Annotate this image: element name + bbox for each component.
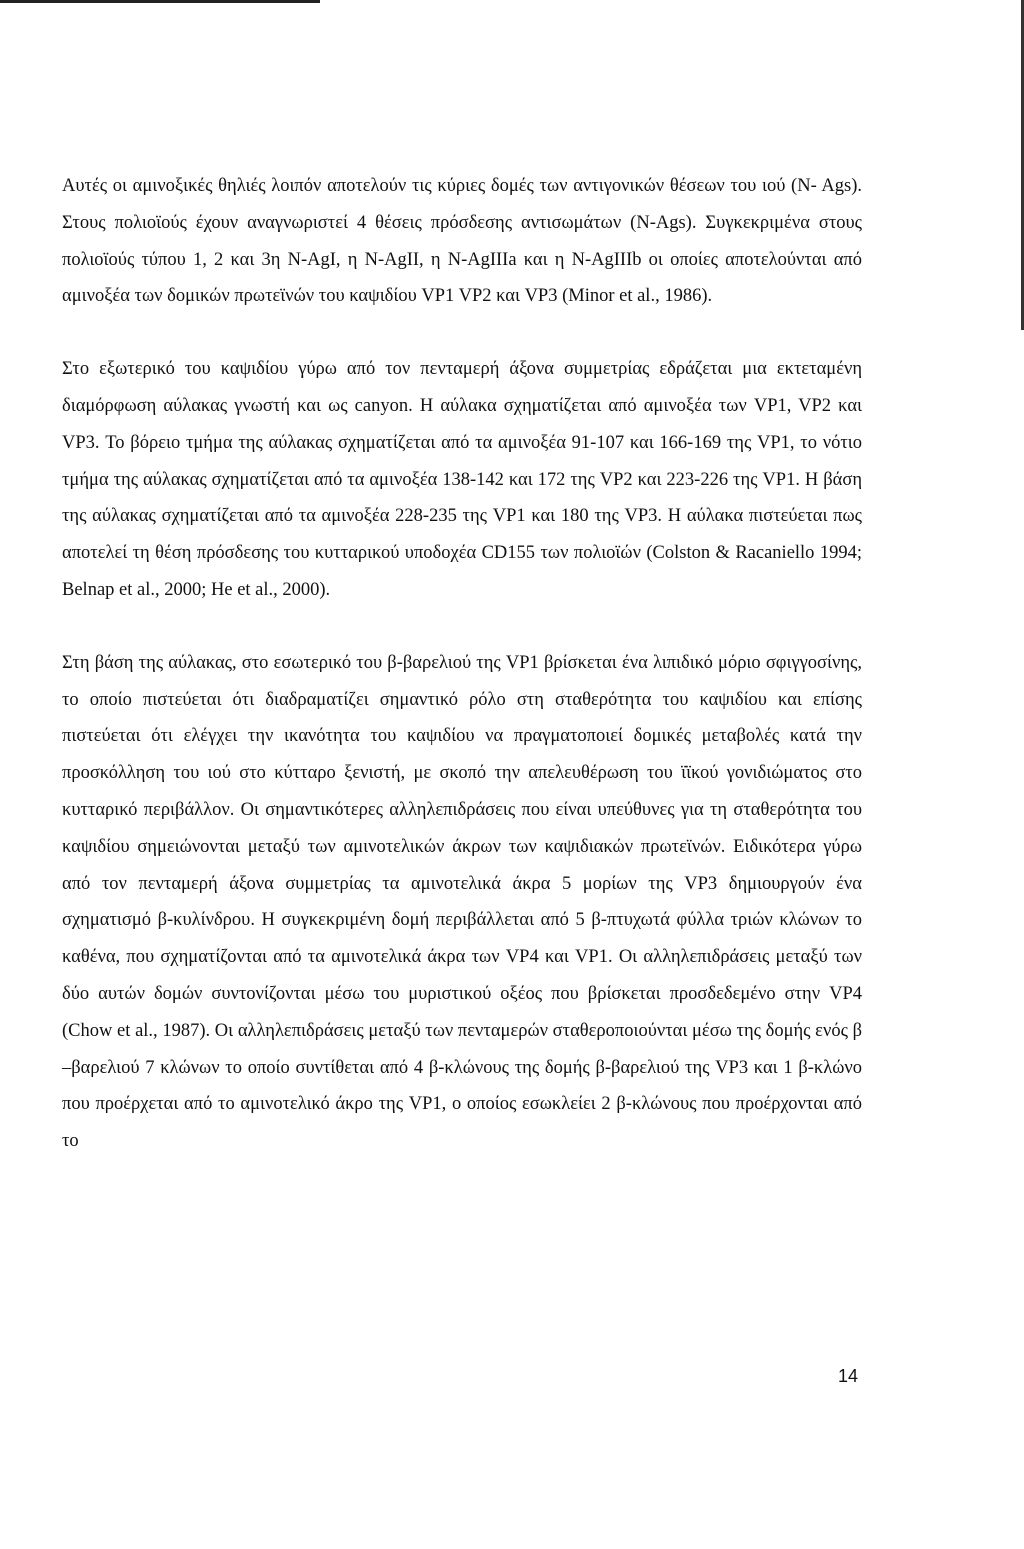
- paragraph-pocket-factor: Στη βάση της αύλακας, στο εσωτερικό του β-βαρελιού της VP1 βρίσκεται ένα λιπιδικό μόριο σφιγγοσίνης, το οποίο πιστεύεται ότι διαδραματίζει σημαντικό ρόλο στη σταθερότητα του καψιδίου και επίσης πιστεύεται ότι ελέγχει την ικανότητα του καψιδίου να πραγματοποιεί δομικές μεταβολές κατά την προσκόλληση του ιού στο κύτταρο ξενιστή, με σκοπό την απελευθέρωση του ϊϊκού γονιδιώματος στο κυτταρικό περιβάλλον. Οι σημαντικότερες αλληλεπιδράσεις που είναι υπεύθυνες για τη σταθερότητα του καψιδίου σημειώνονται μεταξύ των αμινοτελικών άκρων των καψιδιακών πρωτεϊνών. Ειδικότερα γύρω από τον πενταμερή άξονα συμμετρίας τα αμινοτελικά άκρα 5 μορίων της VP3 δημιουργούν ένα σχηματισμό β-κυλίνδρου. Η συγκεκριμένη δομή περιβάλλεται από 5 β-πτυχωτά φύλλα τριών κλώνων το καθένα, που σχηματίζονται από τα αμινοτελικά άκρα των VP4 και VP1. Οι αλληλεπιδράσεις μεταξύ των δύο αυτών δομών συντονίζονται μέσω του μυριστικού οξέος που βρίσκεται προσδεδεμένο στην VP4 (Chow et al., 1987). Οι αλληλεπιδράσεις μεταξύ των πενταμερών σταθεροποιούνται μέσω της δομής ενός β –βαρελιού 7 κλώνων το οποίο συντίθεται από 4 β-κλώνους της δομής β-βαρελιού της VP3 και 1 β-κλώνο που προέρχεται από το αμινοτελικό άκρο της VP1, ο οποίος εσωκλείει 2 β-κλώνους που προέρχονται από το: [62, 652, 862, 1152]
- page-number: 14: [838, 1366, 859, 1386]
- document-body: [62, 168, 862, 1160]
- paragraph-antigenic-sites: Αυτές οι αμινοξικές θηλιές λοιπόν αποτελούν τις κύριες δομές των αντιγονικών θέσεων του ιού (N- Ags). Στους πολιοϊούς έχουν αναγνωριστεί 4 θέσεις πρόσδεσης αντισωμάτων (N-Ags). Συγκεκριμένα στους πολιοϊούς τύπου 1, 2 και 3η N-AgI, η N-AgII, η N-AgIIIa και η N-AgIIIb οι οποίες αποτελούνται από αμινοξέα των δομικών πρωτεϊνών του καψιδίου VP1 VP2 και VP3 (Minor et al., 1986).: [62, 176, 862, 307]
- paragraph-canyon: Στο εξωτερικό του καψιδίου γύρω από τον πενταμερή άξονα συμμετρίας εδράζεται μια εκτεταμένη διαμόρφωση αύλακας γνωστή και ως canyon. Η αύλακα σχηματίζεται από αμινοξέα των VP1, VP2 και VP3. Το βόρειο τμήμα της αύλακας σχηματίζεται από τα αμινοξέα 91-107 και 166-169 της VP1, το νότιο τμήμα της αύλακας σχηματίζεται από τα αμινοξέα 138-142 και 172 της VP2 και 223-226 της VP1. Η βάση της αύλακας σχηματίζεται από τα αμινοξέα 228-235 της VP1 και 180 της VP3. Η αύλακα πιστεύεται πως αποτελεί τη θέση πρόσδεσης του κυτταρικού υποδοχέα CD155 των πολιοϊών (Colston & Racaniello 1994; Belnap et al., 2000; He et al., 2000).: [62, 359, 862, 600]
- scan-border-top: [0, 0, 320, 3]
